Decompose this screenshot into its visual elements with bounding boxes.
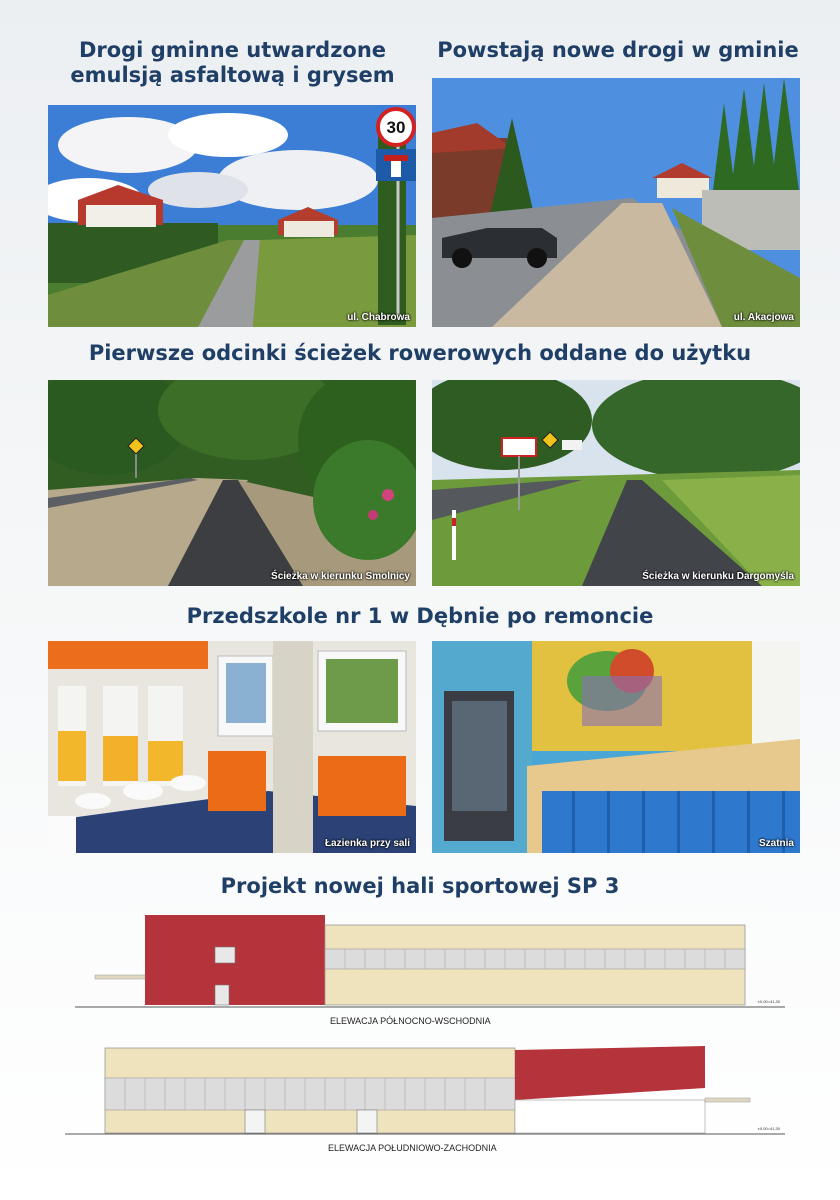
caption-dargomysl: Ścieżka w kierunku Dargomyśla	[642, 571, 794, 582]
caption-cloakroom: Szatnia	[758, 838, 794, 849]
photo-chabrowa-street	[48, 105, 416, 327]
heading-new-roads: Powstają nowe drogi w gminie	[437, 38, 799, 62]
elevation-south-west-label: ELEWACJA POŁUDNIOWO-ZACHODNIA	[328, 1143, 497, 1153]
heading-kindergarten: Przedszkole nr 1 w Dębnie po remoncie	[186, 604, 654, 628]
heading-bike-paths: Pierwsze odcinki ścieżek rowerowych oddane do użytku	[88, 341, 752, 365]
caption-akacjowa: ul. Akacjowa	[733, 312, 794, 323]
caption-bathroom: Łazienka przy sali	[324, 838, 410, 849]
speed-limit-sign-text: 30	[386, 118, 406, 137]
elevation-north-east-label: ELEWACJA PÓŁNOCNO-WSCHODNIA	[330, 1016, 491, 1026]
heading-paved-roads	[40, 38, 425, 88]
elevation1-level-mark: ±0,00=41,30	[757, 999, 780, 1004]
photo-bike-path-smolnica	[48, 380, 416, 586]
photo-akacjowa-street	[432, 78, 800, 327]
elevation-south-west-drawing	[65, 1038, 785, 1140]
photo-kindergarten-cloakroom	[432, 641, 800, 853]
caption-chabrowa: ul. Chabrowa	[347, 312, 410, 323]
photo-bike-path-dargomysl	[432, 380, 800, 586]
elevation2-level-mark: ±0,00=41,30	[757, 1126, 780, 1131]
elevation-north-east-drawing	[75, 905, 785, 1015]
caption-smolnica: Ścieżka w kierunku Smolnicy	[271, 571, 410, 582]
heading-sports-hall: Projekt nowej hali sportowej SP 3	[220, 874, 620, 898]
heading-paved-roads-line2: emulsją asfaltową i grysem	[70, 63, 395, 88]
photo-kindergarten-bathroom	[48, 641, 416, 853]
heading-paved-roads-line1: Drogi gminne utwardzone	[78, 38, 387, 62]
